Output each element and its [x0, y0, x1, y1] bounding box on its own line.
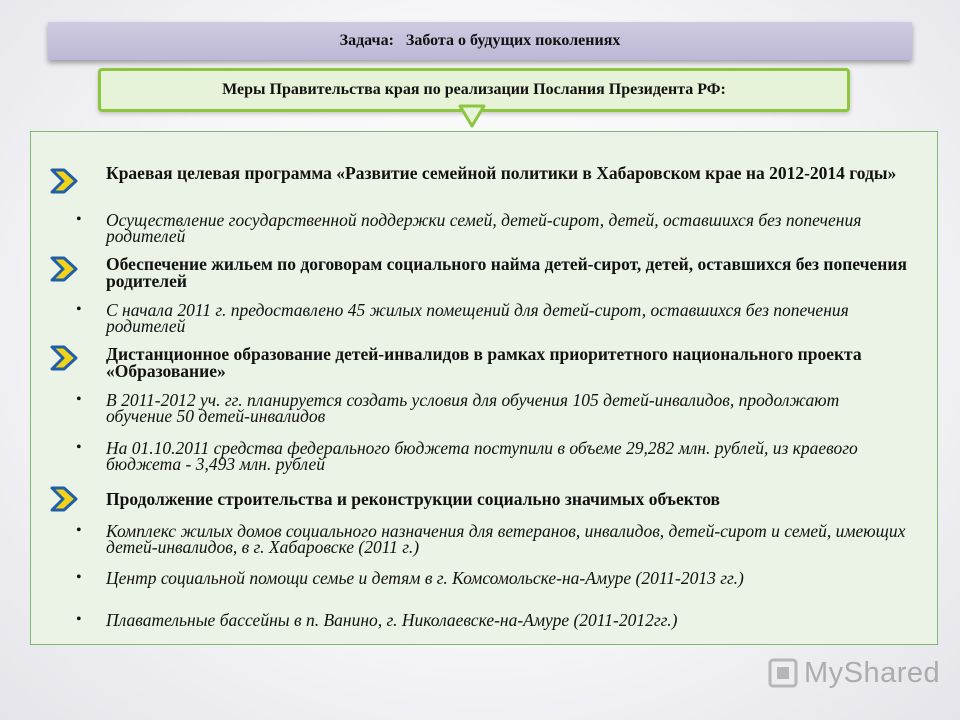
heading-distance-education: Дистанционное образование детей-инвалидов в рамках приоритетного национального проекта «Образование» [106, 344, 862, 381]
chevron-right-icon [49, 168, 79, 194]
bullet-text: Плавательные бассейны в п. Ванино, г. Николаевске-на-Амуре (2011-2012гг.) [106, 610, 678, 630]
bullet-text: На 01.10.2011 средства федерального бюджета поступили в объеме 29,282 млн. рублей, из краевого бюджета - 3,493 млн. рублей [106, 438, 858, 474]
list-item [76, 610, 926, 630]
chevron-right-icon [49, 256, 79, 282]
bullet-text: С начала 2011 г. предоставлено 45 жилых помещений для детей-сирот, оставшихся без попечения родителей [106, 300, 849, 336]
bullet-icon: • [76, 569, 82, 586]
heading-construction: Продолжение строительства и реконструкции социально значимых объектов [106, 489, 720, 509]
list-item [76, 438, 926, 474]
bullet-icon: • [76, 301, 82, 318]
task-title: Задача: Забота о будущих поколениях [339, 32, 621, 49]
bullet-text: Центр социальной помощи семье и детям в г. Комсомольске-на-Амуре (2011-2013 гг.) [106, 568, 744, 588]
bullet-icon: • [76, 611, 82, 628]
list-item [76, 521, 926, 557]
bullet-text: Осуществление государственной поддержки семей, детей-сирот, детей, оставшихся без попечения родителей [106, 210, 862, 246]
list-item [76, 390, 896, 426]
watermark-text: MyShared [804, 656, 941, 689]
watermark-logo [768, 656, 940, 690]
heading-family-program: Краевая целевая программа «Развитие семейной политики в Хабаровском крае на 2012-2014 годы» [106, 163, 897, 183]
myshared-logo-icon [768, 658, 798, 688]
list-item [76, 210, 926, 246]
subtitle-text: Меры Правительства края по реализации Послания Президента РФ: [222, 81, 726, 98]
heading-housing: Обеспечение жильем по договорам социального найма детей-сирот, детей, оставшихся без попечения родителей [106, 254, 907, 291]
bullet-text: Комплекс жилых домов социального назначения для ветеранов, инвалидов, детей-сирот и семей, имеющих детей-инвалидов, в г. Хабаровске (2011 г.) [106, 521, 906, 557]
list-item [76, 300, 926, 336]
content-panel [30, 131, 938, 645]
chevron-right-icon [49, 345, 79, 371]
bullet-icon: • [76, 211, 82, 228]
chevron-right-icon [49, 486, 79, 512]
bullet-icon: • [76, 522, 82, 539]
bullet-text: В 2011-2012 уч. гг. планируется создать условия для обучения 105 детей-инвалидов, продолжают обучение 50 детей-инвалидов [106, 390, 840, 426]
down-arrow-icon [452, 104, 492, 130]
bullet-icon: • [76, 439, 82, 456]
bullet-icon: • [76, 391, 82, 408]
list-item [76, 568, 926, 588]
task-header-bar [48, 22, 912, 60]
